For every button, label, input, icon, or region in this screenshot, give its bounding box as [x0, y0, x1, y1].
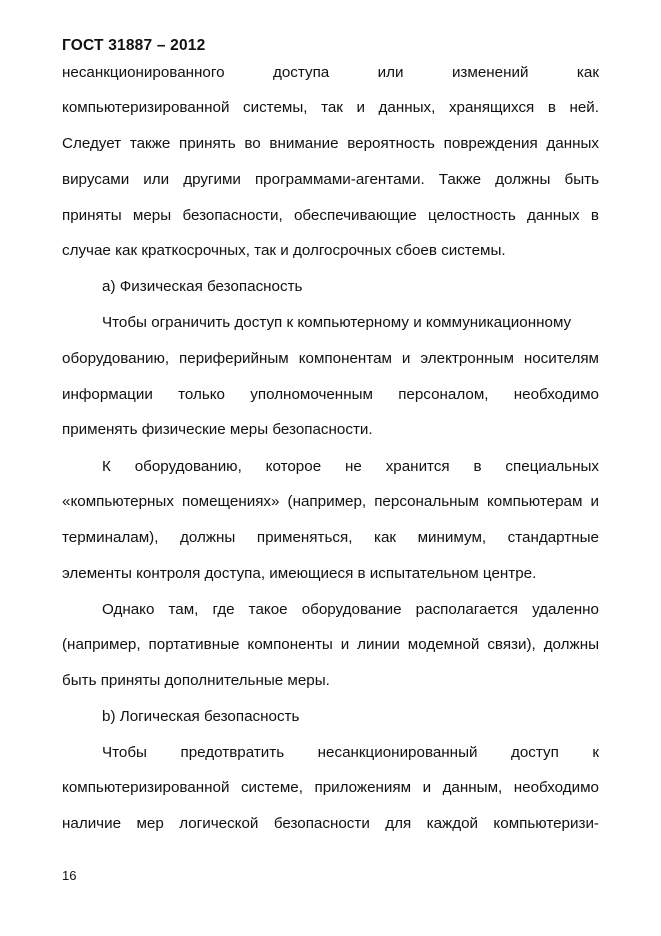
- text-line: случае как краткосрочных, так и долгосрочных сбоев системы.: [62, 242, 506, 259]
- section-heading-logical: b) Логическая безопасность: [102, 708, 300, 725]
- text-line: компьютеризированной системе, приложениям и данным, необходимо: [62, 779, 599, 796]
- text-line: (например, портативные компоненты и линии модемной связи), должны: [62, 636, 599, 653]
- text-line: приняты меры безопасности, обеспечивающие целостность данных в: [62, 207, 599, 224]
- text-line: быть приняты дополнительные меры.: [62, 672, 330, 689]
- text-line: вирусами или другими программами-агентами. Также должны быть: [62, 171, 599, 188]
- text-line: «компьютерных помещениях» (например, персональным компьютерам и: [62, 493, 599, 510]
- text-line: оборудованию, периферийным компонентам и электронным носителям: [62, 350, 599, 367]
- text-line: применять физические меры безопасности.: [62, 421, 373, 438]
- text-line: наличие мер логической безопасности для каждой компьютеризи-: [62, 815, 599, 832]
- text-line: информации только уполномоченным персоналом, необходимо: [62, 386, 599, 403]
- text-line: К оборудованию, которое не хранится в специальных: [102, 458, 599, 475]
- text-line: Следует также принять во внимание вероятность повреждения данных: [62, 135, 599, 152]
- text-line: терминалам), должны применяться, как минимум, стандартные: [62, 529, 599, 546]
- text-line: Чтобы ограничить доступ к компьютерному и коммуникационному: [102, 314, 572, 331]
- text-line: Чтобы предотвратить несанкционированный доступ к: [102, 744, 599, 761]
- section-heading-physical: а) Физическая безопасность: [102, 278, 303, 295]
- text-line: несанкционированного доступа или изменений как: [62, 64, 599, 81]
- text-line: компьютеризированной системы, так и данных, хранящихся в ней.: [62, 99, 599, 116]
- document-header: ГОСТ 31887 – 2012: [62, 37, 206, 54]
- text-line: элементы контроля доступа, имеющиеся в испытательном центре.: [62, 565, 537, 582]
- text-line: Однако там, где такое оборудование располагается удаленно: [102, 601, 599, 618]
- page-number: 16: [62, 868, 77, 883]
